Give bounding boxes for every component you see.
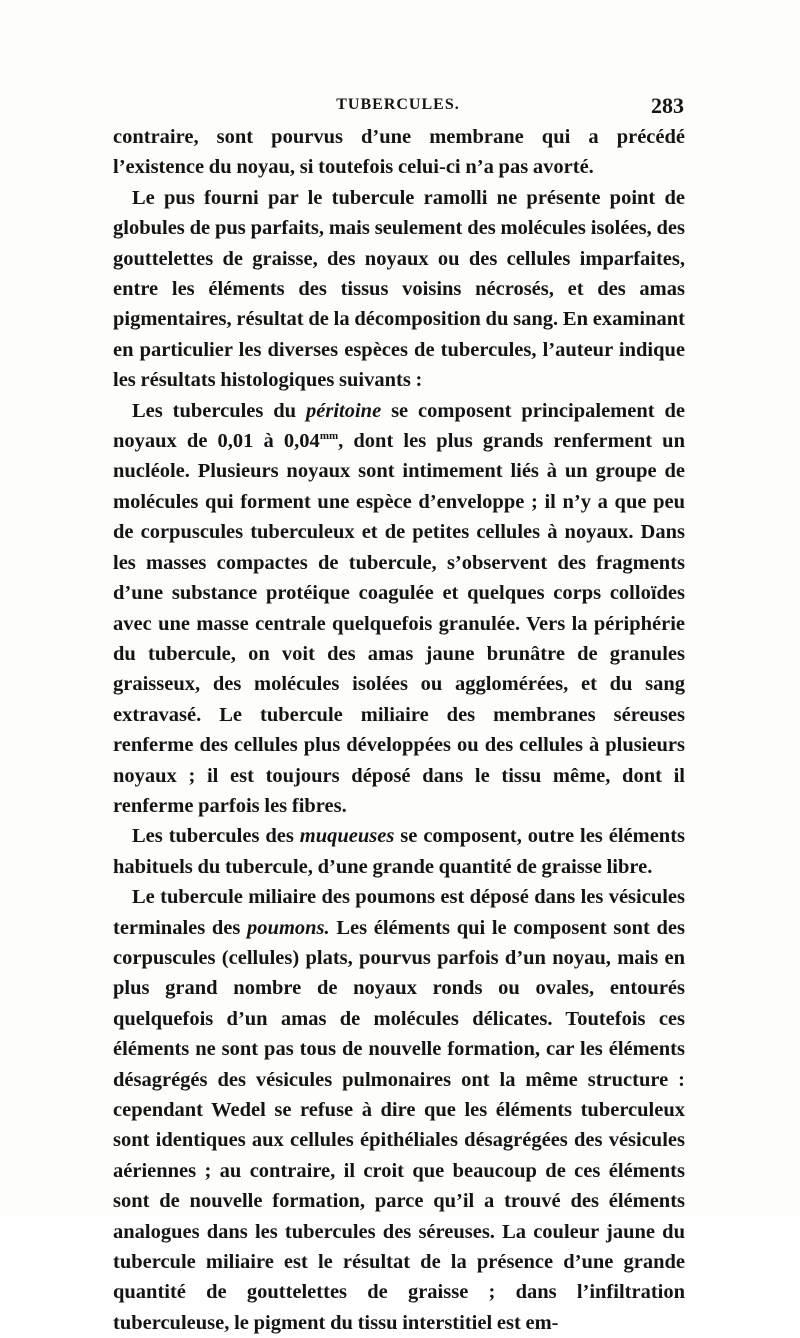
text-run: Les éléments qui le composent sont des corpuscules (cellules) plats, pourvus parfois d’un noyau, mais en plus grand nombre de noyaux ronds ou ovales, entourés quelquefois d’un amas de molécules délicates. Toutefois ces éléments ne sont pas tous de nouvelle formation, car les éléments désagrégés des vésicules pulmonaires ont la même structure : cependant Wedel se refuse à dire que les éléments tuberculeux sont identiques aux cellules épithéliales désagrégées des vésicules aériennes ; au contraire, il croit que beaucoup de ces éléments sont de nouvelle formation, parce qu’il a trouvé des éléments analogues dans les tubercules des séreuses. La couleur jaune du tubercule miliaire est le résultat de la présence d’une grande quantité de gouttelettes de graisse ; dans l’infiltration tuberculeuse, le pigment du tissu interstitiel est em- bbox=[113, 916, 685, 1334]
paragraph bbox=[113, 821, 685, 882]
body-text bbox=[113, 122, 685, 1338]
italic-term: péritoine bbox=[306, 399, 382, 422]
page-number: 283 bbox=[651, 93, 684, 118]
running-title: TUBERCULES. bbox=[336, 96, 460, 113]
text-run: se composent, outre les éléments habituels du tubercule, d’une grande quantité de graisse libre. bbox=[113, 825, 686, 878]
italic-term: poumons. bbox=[247, 916, 330, 939]
paragraph bbox=[113, 122, 685, 183]
superscript-unit: mm bbox=[319, 430, 339, 443]
text-run: Le tubercule miliaire des poumons est déposé dans les vésicules terminales des bbox=[113, 886, 685, 939]
text-run: contraire, sont pourvus d’une membrane qui a précédé l’existence du noyau, si toutefois celui-ci n’a pas avorté. bbox=[113, 126, 685, 179]
text-run: se composent principalement de noyaux de 0,01 à 0,04 bbox=[113, 399, 685, 453]
running-head bbox=[112, 93, 684, 122]
paragraph bbox=[113, 882, 685, 1338]
italic-term: muqueuses bbox=[299, 825, 395, 848]
text-run: Les tubercules du bbox=[132, 399, 306, 422]
paragraph bbox=[113, 183, 685, 396]
text-run: , dont les plus grands renferment un nucléole. Plusieurs noyaux sont intimement liés à un groupe de molécules qui forment une espèce d’enveloppe ; il n’y a que peu de corpuscules tuberculeux et de petites cellules à noyaux. Dans les masses compactes de tubercule, s’observent des fragments d’une substance protéique coagulée et quelques corps colloïdes avec une masse centrale quelquefois granulée. Vers la périphérie du tubercule, on voit des amas jaune brunâtre de granules graisseux, des molécules isolées ou agglomérées, et du sang extravasé. Le tubercule miliaire des membranes séreuses renferme des cellules plus développées ou des cellules à plusieurs noyaux ; il est toujours déposé dans le tissu même, dont il renferme parfois les fibres. bbox=[113, 430, 685, 817]
text-run: Les tubercules des bbox=[132, 825, 300, 848]
text-run: Le pus fourni par le tubercule ramolli ne présente point de globules de pus parfaits, mais seulement des molécules isolées, des gouttelettes de graisse, des noyaux ou des cellules imparfaites, entre les éléments des tissus voisins nécrosés, et des amas pigmentaires, résultat de la décomposition du sang. En examinant en particulier les diverses espèces de tubercules, l’auteur indique les résultats histologiques suivants : bbox=[113, 186, 685, 392]
paragraph bbox=[113, 396, 685, 822]
